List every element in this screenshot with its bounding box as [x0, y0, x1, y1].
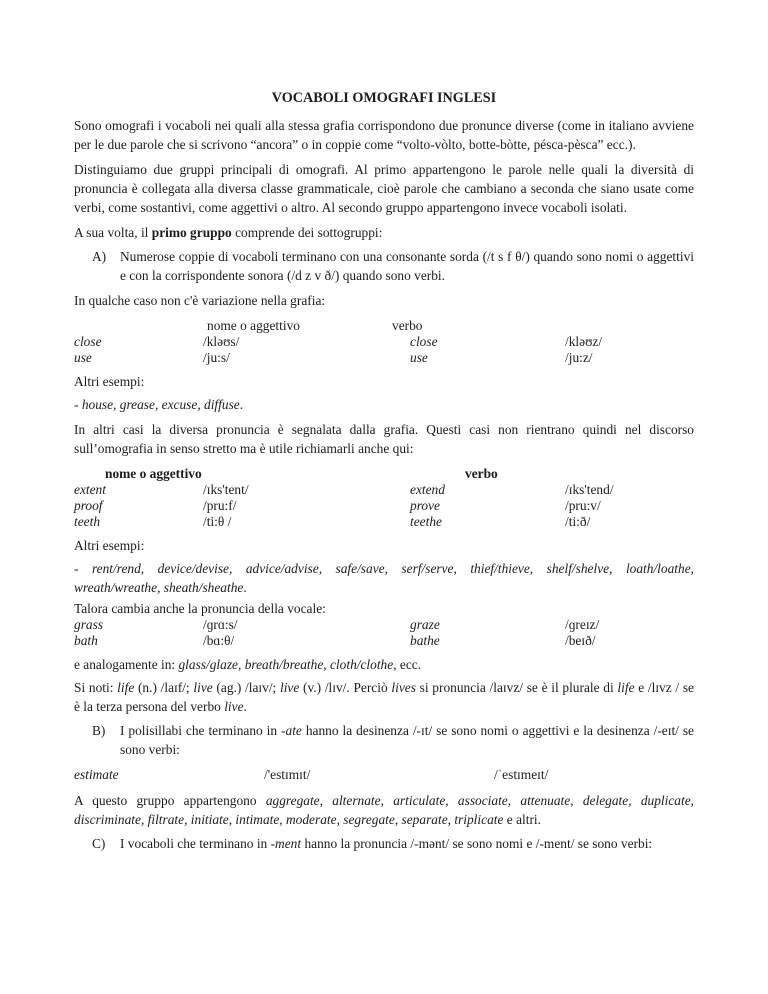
table-row [74, 334, 694, 350]
estimate-row [74, 767, 694, 783]
list-item-c [92, 834, 694, 853]
paragraph-altri-esempi-2: Altri esempi: [74, 538, 145, 553]
table-header [74, 466, 694, 482]
paragraph-talora: Talora cambia anche la pronuncia della vocale: [74, 601, 326, 616]
paragraph-grafia: In qualche caso non c'è variazione nella grafia: [74, 293, 326, 308]
document-title: VOCABOLI OMOGRAFI INGLESI [271, 90, 497, 106]
pronunciation-cell: /ju:s/ [203, 350, 230, 365]
table-row [74, 482, 694, 498]
list-item-c-label: C) [92, 836, 106, 851]
word-cell: use [74, 350, 92, 365]
word-cell: graze [410, 617, 440, 632]
column-header-nome-aggettivo: nome o aggettivo [105, 466, 202, 481]
table-close-use [74, 318, 694, 366]
pronunciation-cell: /ti:ð/ [565, 514, 591, 529]
word-cell: bathe [410, 633, 440, 648]
list-item-a-text: Numerose coppie di vocaboli terminano con una consonante sorda (/t s f θ/) quando sono nomi o aggettivi e con la corrispondente sonora (/d z v ð/) quando sono verbi. [120, 249, 694, 283]
pronunciation-cell: /beɪð/ [565, 633, 596, 648]
pronunciation-cell: /ju:z/ [565, 350, 593, 365]
paragraph-analogamente: e analogamente in: glass/glaze, breath/breathe, cloth/clothe, ecc. [74, 657, 422, 672]
pronunciation-cell: /ti:θ / [203, 514, 232, 529]
pronunciation-cell: /pru:v/ [565, 498, 601, 513]
pronunciation-cell: /kləʊz/ [565, 334, 603, 349]
word-cell: extent [74, 482, 106, 497]
paragraph-aggregate: A questo gruppo appartengono aggregate, alternate, articulate, associate, attenuate, delegate, duplicate, discriminate, filtrate, initiate, intimate, moderate, segregate, separate, triplicate e altri. [74, 793, 694, 827]
pronunciation-cell: /bɑ:θ/ [203, 633, 235, 648]
word-cell: bath [74, 633, 98, 648]
word-cell: extend [410, 482, 445, 497]
table-row [74, 514, 694, 530]
word-cell: proof [74, 498, 103, 513]
paragraph-altri-esempi-1: Altri esempi: [74, 374, 145, 389]
column-header-verbo: verbo [392, 318, 423, 333]
list-item-c-text: I vocaboli che terminano in -ment hanno la pronuncia /-mənt/ se sono nomi e /-ment/ se sono verbi: [120, 836, 653, 851]
word-cell: grass [74, 617, 104, 632]
table-row [74, 350, 694, 366]
list-item-a-label: A) [92, 249, 107, 264]
paragraph-sottogruppi: A sua volta, il primo gruppo comprende dei sottogruppi: [74, 225, 383, 240]
pronunciation-cell: /ɪks'tent/ [203, 482, 249, 497]
column-header-verbo: verbo [465, 466, 498, 481]
list-item-b [92, 721, 694, 759]
list-item-b-label: B) [92, 723, 106, 738]
list-item-a [92, 247, 694, 285]
column-header-nome-aggettivo: nome o aggettivo [207, 318, 300, 333]
paragraph-altri-casi: In altri casi la diversa pronuncia è segnalata dalla grafia. Questi casi non rientrano quindi nel discorso sull’omografia in senso stretto ma è utile richiamarli anche qui: [74, 422, 694, 456]
word-cell: prove [410, 498, 440, 513]
table-row [74, 498, 694, 514]
table-row [74, 633, 694, 649]
word-cell: close [74, 334, 102, 349]
pronunciation-cell: /ɡrɑ:s/ [203, 617, 238, 632]
pronunciation-cell: /pru:f/ [203, 498, 237, 513]
pronunciation-cell: /ɡreɪz/ [565, 617, 600, 632]
table-header [74, 318, 694, 334]
word-cell: estimate [74, 767, 119, 782]
table-row [74, 617, 694, 633]
pronunciation-cell: /'estɪmɪt/ [264, 767, 311, 782]
paragraph-intro-1: Sono omografi i vocaboli nei quali alla stessa grafia corrispondono due pronunce diverse (come in italiano avviene per le due parole che si scrivono “ancora” o in coppie come “volto-vòlto, botte-bòtte, pésca-pèsca” ecc.). [74, 118, 694, 152]
word-cell: use [410, 350, 428, 365]
pronunciation-cell: /ˈestɪmeɪt/ [494, 767, 549, 782]
pronunciation-cell: /kləʊs/ [203, 334, 240, 349]
table-extent-extend [74, 466, 694, 530]
pronunciation-cell: /ɪks'tend/ [565, 482, 614, 497]
paragraph-rent-examples: - rent/rend, device/devise, advice/advise, safe/save, serf/serve, thief/thieve, shelf/shelve, loath/loathe, wreath/wreathe, sheath/sheathe. [74, 561, 695, 595]
paragraph-house-examples: - house, grease, excuse, diffuse. [74, 397, 244, 412]
paragraph-si-noti: Si noti: life (n.) /laɪf/; live (ag.) /laɪv/; live (v.) /lɪv/. Perciò lives si pronuncia /laɪvz/ se è il plurale di life e /lɪvz / se è la terza persona del verbo live. [74, 680, 694, 714]
paragraph-intro-2: Distinguiamo due gruppi principali di omografi. Al primo appartengono le parole nelle quali la diversità di pronuncia è collegata alla diversa classe grammaticale, cioè parole che cambiano a seconda che siano usate come verbi, come sostantivi, come aggettivi o altro. Al secondo gruppo appartengono invece vocaboli isolati. [74, 162, 694, 215]
word-cell: close [410, 334, 438, 349]
word-cell: teethe [410, 514, 442, 529]
list-item-b-text: I polisillabi che terminano in -ate hanno la desinenza /-ɪt/ se sono nomi o aggettivi e la desinenza /-eɪt/ se sono verbi: [120, 723, 694, 757]
word-cell: teeth [74, 514, 101, 529]
table-grass-graze [74, 617, 694, 649]
